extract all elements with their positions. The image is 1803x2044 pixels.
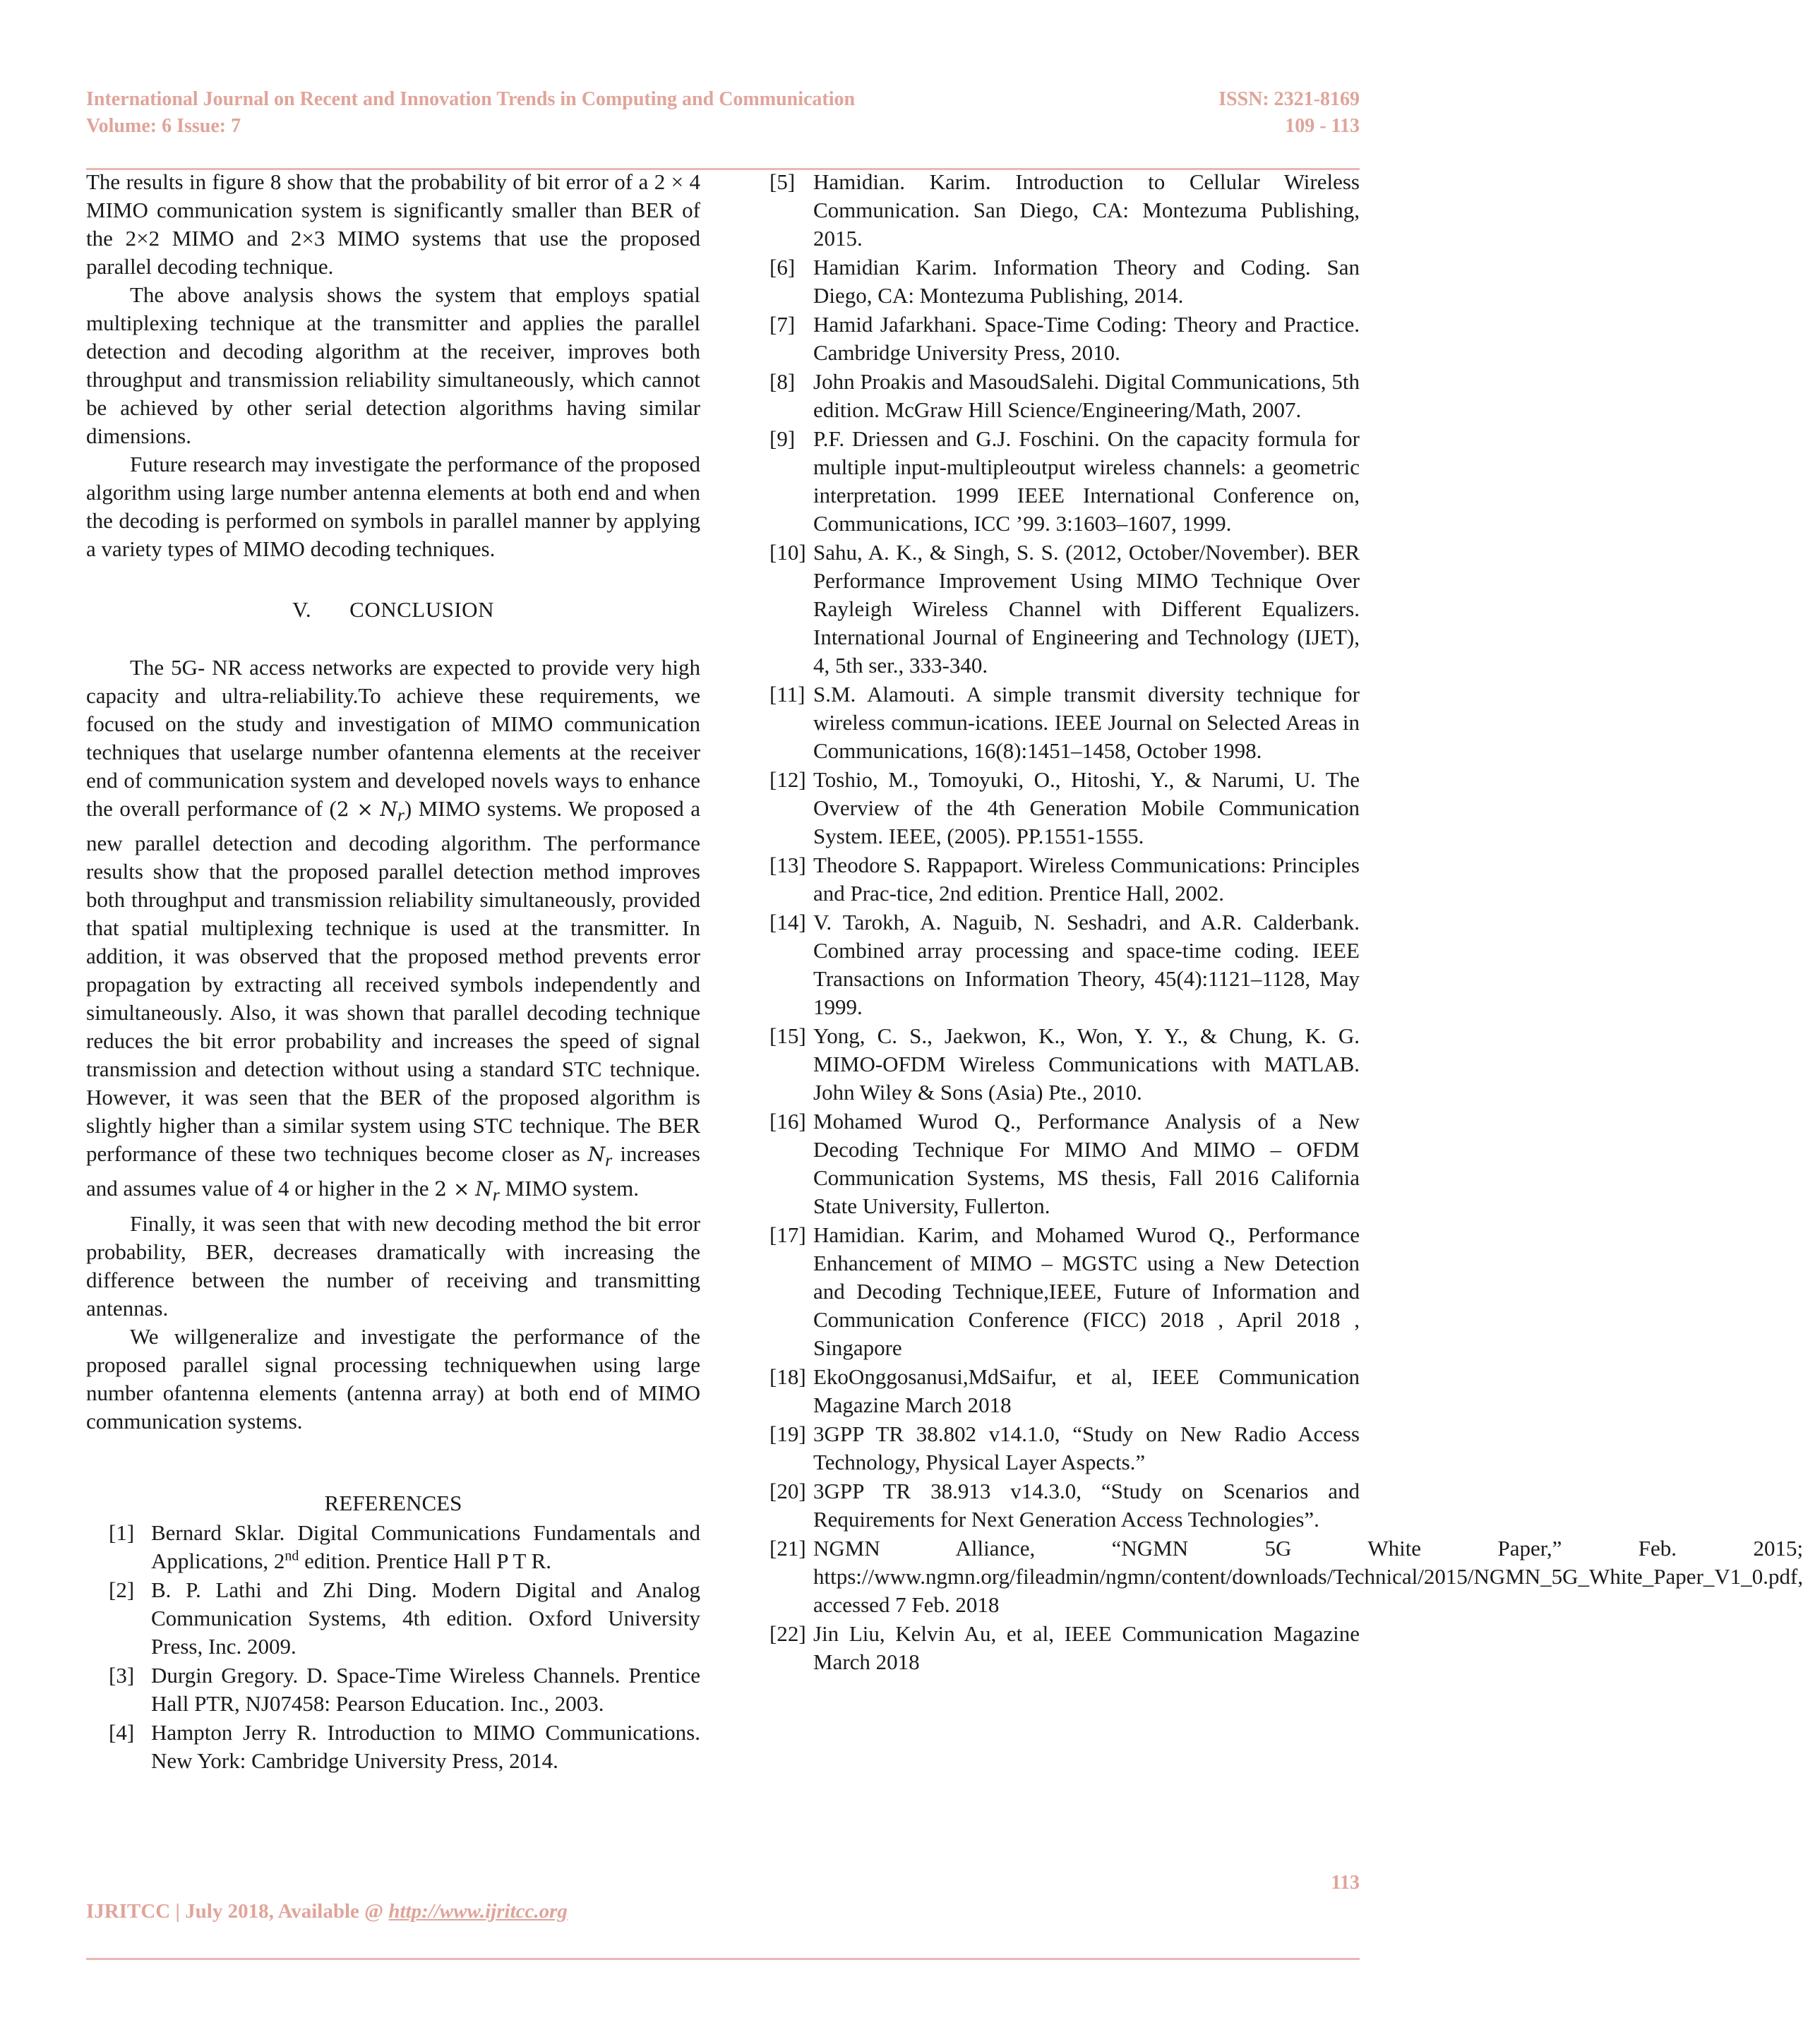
reference-number: [13] — [769, 853, 806, 877]
reference-number: [22] — [769, 1621, 806, 1646]
reference-text: EkoOnggosanusi,MdSaifur, et al, IEEE Communication Magazine March 2018 — [813, 1364, 1360, 1417]
reference-text: Hamidian. Karim, and Mohamed Wurod Q., Performance Enhancement of MIMO – MGSTC using a New Detection and Decoding Technique,IEEE, Future of Information and Communication Conference (FICC) 2018 , April 2018 , Singapore — [813, 1222, 1360, 1360]
reference-item — [769, 908, 1360, 1021]
reference-number: [2] — [109, 1577, 135, 1602]
paragraph-analysis: The above analysis shows the system that employs spatial multiplexing technique at the transmitter and applies the parallel detection and decoding algorithm at the receiver, improves both throughput and transmission reliability simultaneously, which cannot be achieved by other serial detection algorithms having similar dimensions. — [86, 282, 700, 448]
issn: ISSN: 2321-8169 — [1218, 88, 1360, 110]
page-footer — [86, 1900, 568, 1923]
reference-number: [20] — [769, 1479, 806, 1503]
reference-number: [16] — [769, 1109, 806, 1134]
reference-number: [18] — [769, 1364, 806, 1389]
reference-text: Yong, C. S., Jaekwon, K., Won, Y. Y., & Chung, K. G. MIMO-OFDM Wireless Communications with MATLAB. John Wiley & Sons (Asia) Pte., 2010. — [813, 1023, 1360, 1105]
reference-item — [109, 1719, 700, 1775]
reference-item — [769, 851, 1360, 908]
reference-text: Jin Liu, Kelvin Au, et al, IEEE Communication Magazine March 2018 — [813, 1621, 1360, 1674]
reference-text: Theodore S. Rappaport. Wireless Communications: Principles and Prac-tice, 2nd edition. Prentice Hall, 2002. — [813, 853, 1360, 906]
reference-item — [769, 1534, 1803, 1619]
paragraph-future-research: Future research may investigate the performance of the proposed algorithm using large number antenna elements at both end and when the decoding is performed on symbols in parallel manner by applying a variety types of MIMO decoding techniques. — [86, 452, 700, 561]
reference-number: [17] — [769, 1222, 806, 1247]
reference-number: [7] — [769, 312, 796, 337]
reference-text: Hamid Jafarkhani. Space-Time Coding: Theory and Practice. Cambridge University Press, 2010. — [813, 312, 1360, 365]
reference-item — [769, 1022, 1360, 1107]
reference-number: [6] — [769, 255, 796, 279]
reference-number: [5] — [769, 169, 796, 194]
references-heading: REFERENCES — [324, 1490, 462, 1515]
reference-text: S.M. Alamouti. A simple transmit diversity technique for wireless commun-ications. IEEE Journal on Selected Areas in Communications, 16(8):1451–1458, October 1998. — [813, 682, 1360, 763]
reference-number: [19] — [769, 1421, 806, 1446]
volume-issue: Volume: 6 Issue: 7 — [86, 115, 241, 137]
reference-item — [109, 1519, 700, 1575]
paragraph-conclusion-ber: Finally, it was seen that with new decoding method the bit error probability, BER, decreases dramatically with increasing the difference between the number of receiving and transmitting antennas. — [86, 1210, 700, 1321]
section-title: CONCLUSION — [349, 597, 494, 622]
reference-item — [769, 1107, 1360, 1220]
reference-text: NGMN Alliance, “NGMN 5G White Paper,” Feb. 2015; https://www.ngmn.org/fileadmin/ngmn/content/downloads/Technical/2015/NGMN_5G_White_Paper_V1_0.pdf, accessed 7 Feb. 2018 — [813, 1536, 1803, 1617]
paragraph-results: The results in figure 8 show that the probability of bit error of a 2 × 4 MIMO communication system is significantly smaller than BER of the 2×2 MIMO and 2×3 MIMO systems that use the proposed parallel decoding technique. — [86, 169, 700, 279]
reference-number: [15] — [769, 1023, 806, 1048]
section-number: V. — [292, 597, 312, 622]
footer-divider — [86, 1958, 1360, 1960]
reference-item — [769, 1620, 1360, 1676]
reference-item — [769, 539, 1360, 680]
reference-text: Sahu, A. K., & Singh, S. S. (2012, October/November). BER Performance Improvement Using MIMO Technique Over Rayleigh Wireless Channel with Different Equalizers. International Journal of Engineering and Technology (IJET), 4, 5th ser., 333-340. — [813, 540, 1360, 678]
paragraph-conclusion-future: We willgeneralize and investigate the performance of the proposed parallel signal processing techniquewhen using large number ofantenna elements (antenna array) at both end of MIMO communication systems. — [86, 1323, 700, 1433]
reference-item — [769, 368, 1360, 424]
page-range: 109 - 113 — [1285, 115, 1360, 137]
left-column — [86, 168, 700, 1776]
reference-text: Toshio, M., Tomoyuki, O., Hitoshi, Y., & Narumi, U. The Overview of the 4th Generation Mobile Communication System. IEEE, (2005). PP.1551-1555. — [813, 767, 1360, 848]
reference-text: V. Tarokh, A. Naguib, N. Seshadri, and A.R. Calderbank. Combined array processing and space-time coding. IEEE Transactions on Information Theory, 45(4):1121–1128, May 1999. — [813, 910, 1360, 1019]
reference-text: John Proakis and MasoudSalehi. Digital Communications, 5th edition. McGraw Hill Science/Engineering/Math, 2007. — [813, 369, 1360, 422]
reference-number: [10] — [769, 540, 806, 565]
reference-item — [769, 311, 1360, 367]
reference-item — [769, 168, 1360, 253]
reference-number: [21] — [769, 1536, 806, 1561]
reference-text: Bernard Sklar. Digital Communications Fundamentals and Applications, 2nd edition. Prentice Hall P T R. — [151, 1520, 700, 1573]
reference-text: P.F. Driessen and G.J. Foschini. On the capacity formula for multiple input-multipleoutput wireless channels: a geometric interpretation. 1999 IEEE International Conference on, Communications, ICC ’99. 3:1603–1607, 1999. — [813, 426, 1360, 536]
reference-number: [9] — [769, 426, 796, 451]
reference-number: [3] — [109, 1662, 135, 1688]
reference-item — [769, 1477, 1360, 1534]
reference-text: Mohamed Wurod Q., Performance Analysis of a New Decoding Technique For MIMO And MIMO – OFDM Communication Systems, MS thesis, Fall 2016 California State University, Fullerton. — [813, 1109, 1360, 1218]
reference-item — [769, 680, 1360, 765]
page-header — [86, 86, 1360, 140]
reference-number: [12] — [769, 767, 806, 792]
reference-item — [769, 1420, 1360, 1477]
page-number: 113 — [1331, 1872, 1360, 1894]
reference-number: [14] — [769, 910, 806, 934]
journal-website-link[interactable]: http://www.ijritcc.org — [388, 1900, 568, 1923]
footer-text: IJRITCC | July 2018, Available @ — [86, 1900, 389, 1923]
reference-number: [8] — [769, 369, 796, 394]
reference-text: B. P. Lathi and Zhi Ding. Modern Digital and Analog Communication Systems, 4th edition. Oxford University Press, Inc. 2009. — [151, 1577, 700, 1659]
reference-item — [769, 766, 1360, 850]
reference-text: Durgin Gregory. D. Space-Time Wireless Channels. Prentice Hall PTR, NJ07458: Pearson Education. Inc., 2003. — [151, 1662, 700, 1716]
journal-title: International Journal on Recent and Innovation Trends in Computing and Communication — [86, 88, 856, 110]
reference-item — [769, 253, 1360, 310]
reference-item — [769, 1221, 1360, 1362]
reference-item — [769, 425, 1360, 538]
paragraph-conclusion-main: The 5G- NR access networks are expected to provide very high capacity and ultra-reliability.To achieve these requirements, we focused on the study and investigation of MIMO communication techniques that uselarge number ofantenna elements at the receiver end of communication system and developed novels ways to enhance the overall performance of $(2 \times N_r)$ MIMO systems. We proposed a new parallel detection and decoding algorithm. The performance results show that the proposed parallel detection method improves both throughput and transmission reliability simultaneously, provided that spatial multiplexing technique is used at the transmitter. In addition, it was observed that the proposed method prevents error propagation by extracting all received symbols independently and simultaneously. Also, it was shown that parallel decoding technique reduces the bit error probability and increases the speed of signal transmission and detection without using a standard STC technique. However, it was seen that the BER of the proposed algorithm is slightly higher than a similar system using STC technique. The BER performance of these two techniques become closer as $N_r$ increases and assumes value of 4 or higher in the $2 \times N_r$ MIMO system. — [86, 655, 700, 1206]
reference-text: 3GPP TR 38.802 v14.1.0, “Study on New Radio Access Technology, Physical Layer Aspects.” — [813, 1421, 1360, 1474]
reference-item — [769, 1363, 1360, 1419]
reference-text: Hampton Jerry R. Introduction to MIMO Communications. New York: Cambridge University Press, 2014. — [151, 1719, 700, 1773]
reference-text: 3GPP TR 38.913 v14.3.0, “Study on Scenarios and Requirements for Next Generation Access Technologies”. — [813, 1479, 1360, 1532]
section-heading-conclusion — [86, 596, 700, 624]
reference-text: Hamidian Karim. Information Theory and Coding. San Diego, CA: Montezuma Publishing, 2014. — [813, 255, 1360, 308]
reference-text: Hamidian. Karim. Introduction to Cellular Wireless Communication. San Diego, CA: Montezuma Publishing, 2015. — [813, 169, 1360, 251]
right-column — [769, 168, 1803, 1680]
reference-number: [11] — [769, 682, 805, 707]
reference-number: [1] — [109, 1520, 135, 1545]
reference-item — [109, 1576, 700, 1661]
reference-item — [109, 1661, 700, 1718]
reference-number: [4] — [109, 1719, 135, 1745]
